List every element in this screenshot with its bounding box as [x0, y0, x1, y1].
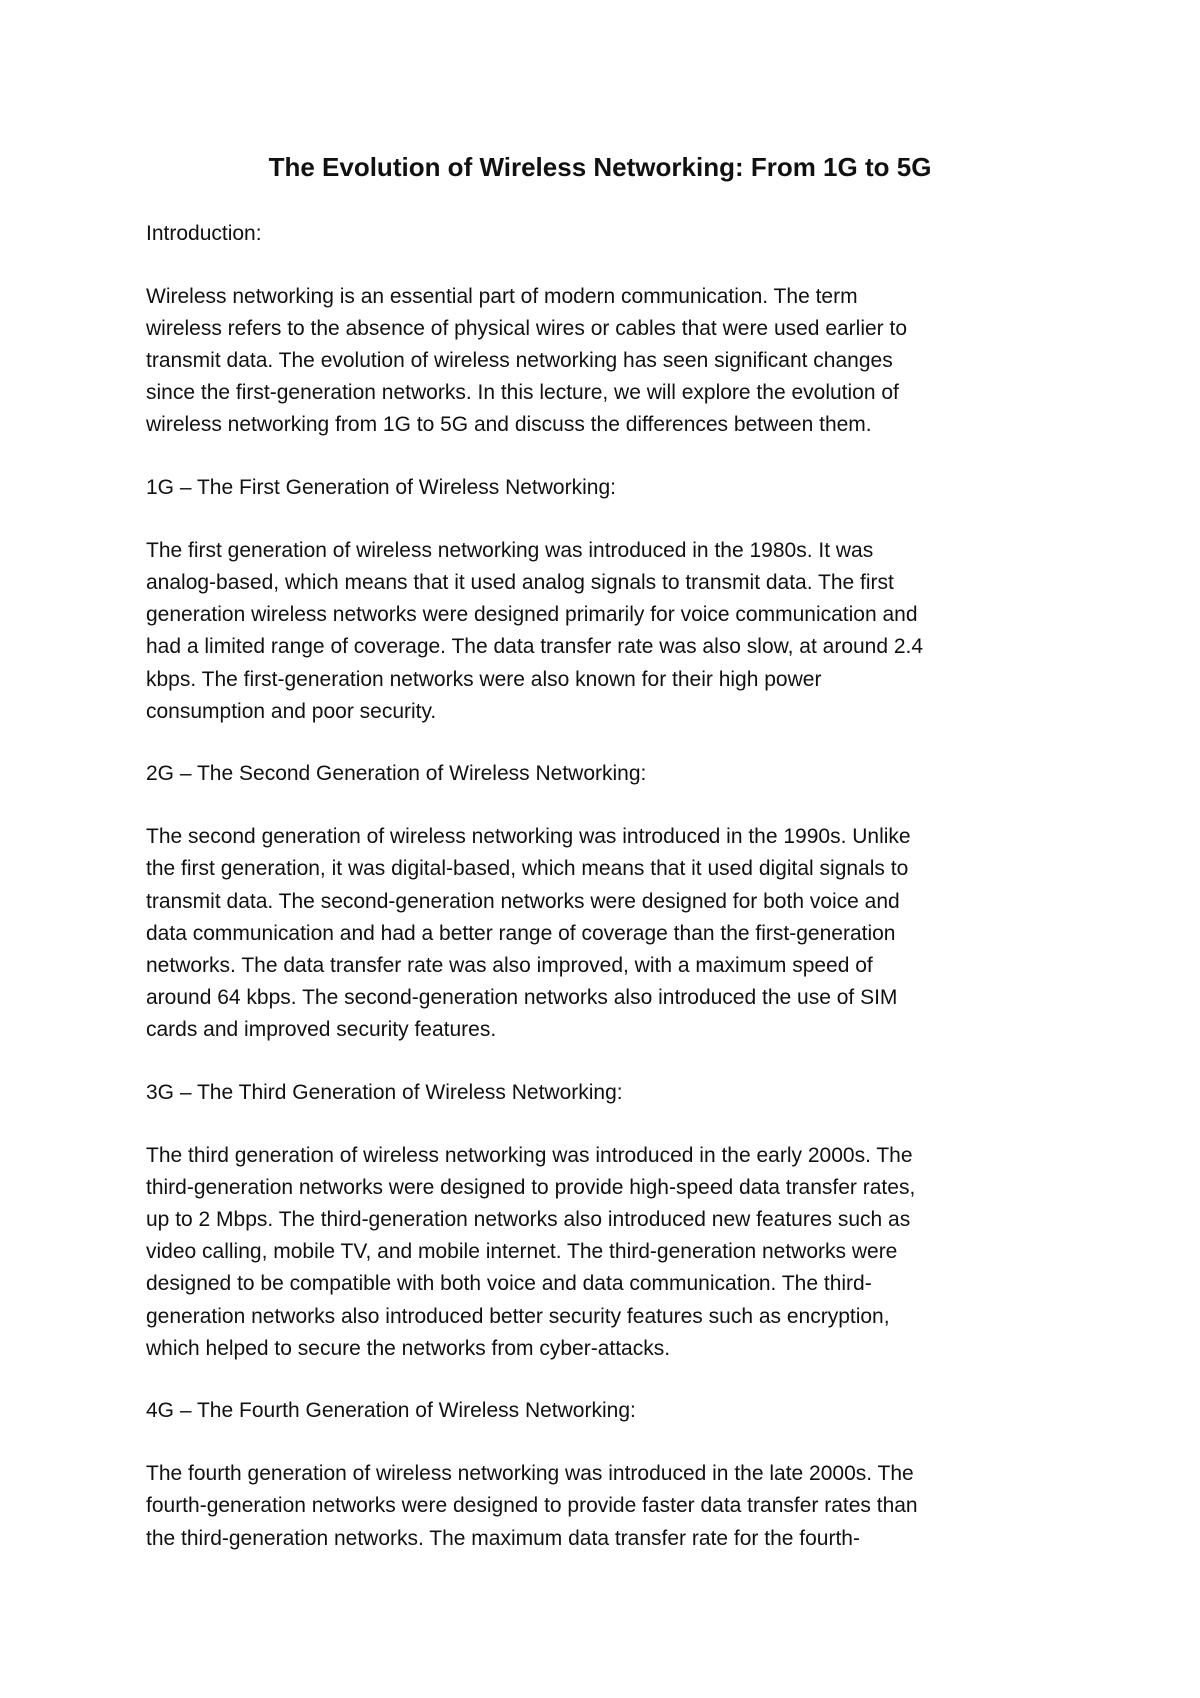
document-body	[146, 218, 1076, 1555]
paragraph-line: since the first-generation networks. In this lecture, we will explore the evolution of	[146, 381, 899, 405]
section-paragraph	[146, 1140, 1076, 1365]
paragraph-line: which helped to secure the networks from cyber-attacks.	[146, 1336, 671, 1360]
paragraph-line: cards and improved security features.	[146, 1018, 497, 1042]
document-title: The Evolution of Wireless Networking: From 1G to 5G	[268, 152, 932, 182]
paragraph-line: designed to be compatible with both voice and data communication. The third-	[146, 1272, 872, 1296]
section-heading: 2G – The Second Generation of Wireless Networking:	[146, 762, 647, 786]
paragraph-line: fourth-generation networks were designed to provide faster data transfer rates than	[146, 1494, 918, 1518]
paragraph-line: kbps. The first-generation networks were also known for their high power	[146, 667, 822, 691]
section-paragraph	[146, 1458, 1076, 1555]
paragraph-line: analog-based, which means that it used analog signals to transmit data. The first	[146, 571, 894, 594]
section-heading: 3G – The Third Generation of Wireless Networking:	[146, 1080, 623, 1104]
section-paragraph	[146, 281, 1076, 442]
paragraph-line: transmit data. The second-generation networks were designed for both voice and	[146, 889, 900, 913]
section-heading: 4G – The Fourth Generation of Wireless Networking:	[146, 1399, 636, 1423]
section-heading: 1G – The First Generation of Wireless Networking:	[146, 476, 616, 500]
paragraph-line: video calling, mobile TV, and mobile internet. The third-generation networks were	[146, 1240, 898, 1264]
paragraph-line: The first generation of wireless networking was introduced in the 1980s. It was	[146, 538, 874, 562]
paragraph-line: the first generation, it was digital-based, which means that it used digital signals to	[146, 857, 909, 881]
paragraph-line: generation wireless networks were designed primarily for voice communication and	[146, 603, 918, 627]
paragraph-line: around 64 kbps. The second-generation networks also introduced the use of SIM	[146, 986, 898, 1010]
paragraph-line: wireless refers to the absence of physical wires or cables that were used earlier to	[146, 316, 908, 340]
section-paragraph	[146, 535, 1076, 728]
paragraph-line: the third-generation networks. The maximum data transfer rate for the fourth-	[146, 1526, 860, 1550]
paragraph-line: transmit data. The evolution of wireless networking has seen significant changes	[146, 349, 893, 373]
paragraph-line: consumption and poor security.	[146, 699, 437, 723]
paragraph-line: generation networks also introduced better security features such as encryption,	[146, 1304, 890, 1328]
paragraph-line: networks. The data transfer rate was also improved, with a maximum speed of	[146, 953, 873, 977]
paragraph-line: data communication and had a better range of coverage than the first-generation	[146, 921, 896, 945]
paragraph-line: wireless networking from 1G to 5G and discuss the differences between them.	[146, 413, 872, 437]
paragraph-line: up to 2 Mbps. The third-generation networks also introduced new features such as	[146, 1208, 911, 1231]
paragraph-line: The third generation of wireless networking was introduced in the early 2000s. The	[146, 1143, 913, 1167]
paragraph-line: had a limited range of coverage. The data transfer rate was also slow, at around 2.4	[146, 635, 924, 659]
section-heading: Introduction:	[146, 222, 262, 245]
paragraph-line: third-generation networks were designed to provide high-speed data transfer rates,	[146, 1175, 916, 1199]
paragraph-line: The second generation of wireless networking was introduced in the 1990s. Unlike	[146, 825, 911, 849]
paragraph-line: The fourth generation of wireless networking was introduced in the late 2000s. The	[146, 1462, 914, 1486]
section-paragraph	[146, 821, 1076, 1046]
paragraph-line: Wireless networking is an essential part of modern communication. The term	[146, 284, 858, 308]
